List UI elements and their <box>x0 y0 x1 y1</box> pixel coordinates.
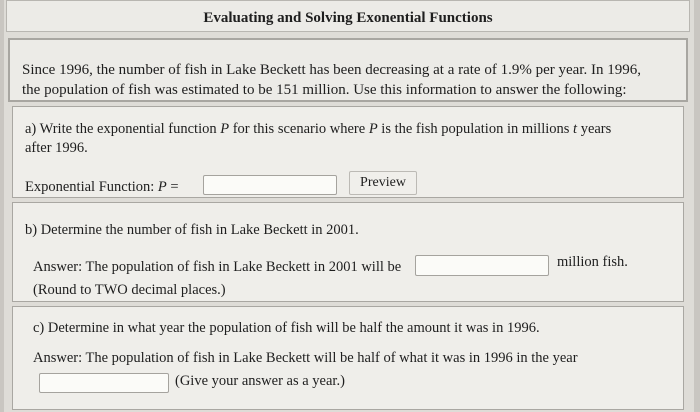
part-a-question-mid: for this scenario where <box>229 121 369 137</box>
part-b-section <box>12 202 684 302</box>
part-a-question-suffix: years <box>577 121 612 137</box>
part-b-round-note: (Round to TWO decimal places.) <box>33 282 226 298</box>
exponential-function-label-text: Exponential Function: <box>25 179 158 195</box>
part-c-year-note: (Give your answer as a year.) <box>175 373 345 389</box>
var-t: t <box>573 121 578 137</box>
exponential-function-input[interactable] <box>203 175 337 195</box>
part-a-section <box>12 106 684 198</box>
part-c-question: c) Determine in what year the population of fish will be half the amount it was in 1996. <box>33 320 540 336</box>
part-c-answer-label: Answer: The population of fish in Lake Beckett will be half of what it was in 1996 in the year <box>33 350 578 366</box>
var-p: P <box>157 179 167 195</box>
exponential-function-label <box>25 178 179 197</box>
problem-sheet <box>4 0 694 412</box>
part-a-question-mid2: is the fish population in millions <box>377 121 574 137</box>
part-b-unit: million fish. <box>557 254 628 270</box>
intro-line-1: Since 1996, the number of fish in Lake Beckett has been decreasing at a rate of 1.9% per year. In 1996, <box>22 62 641 78</box>
var-p: P <box>368 121 378 137</box>
equals-sign: = <box>166 179 179 195</box>
part-c-section <box>12 306 684 410</box>
intro-line-2: the population of fish was estimated to be 151 million. Use this information to answer the following: <box>22 82 627 98</box>
preview-button[interactable]: Preview <box>349 171 417 195</box>
half-year-input[interactable] <box>39 373 169 393</box>
problem-title <box>6 0 690 32</box>
part-a-question-line-2: after 1996. <box>25 140 88 156</box>
problem-intro <box>8 38 688 102</box>
part-a-question-prefix: a) Write the exponential function <box>25 121 221 137</box>
problem-title-text: Evaluating and Solving Exonential Functions <box>203 10 493 26</box>
var-p: P <box>220 121 230 137</box>
part-b-question: b) Determine the number of fish in Lake Beckett in 2001. <box>25 222 359 238</box>
fish-2001-input[interactable] <box>415 255 549 276</box>
part-a-question <box>25 120 611 139</box>
part-b-answer-label: Answer: The population of fish in Lake Beckett in 2001 will be <box>33 259 402 275</box>
